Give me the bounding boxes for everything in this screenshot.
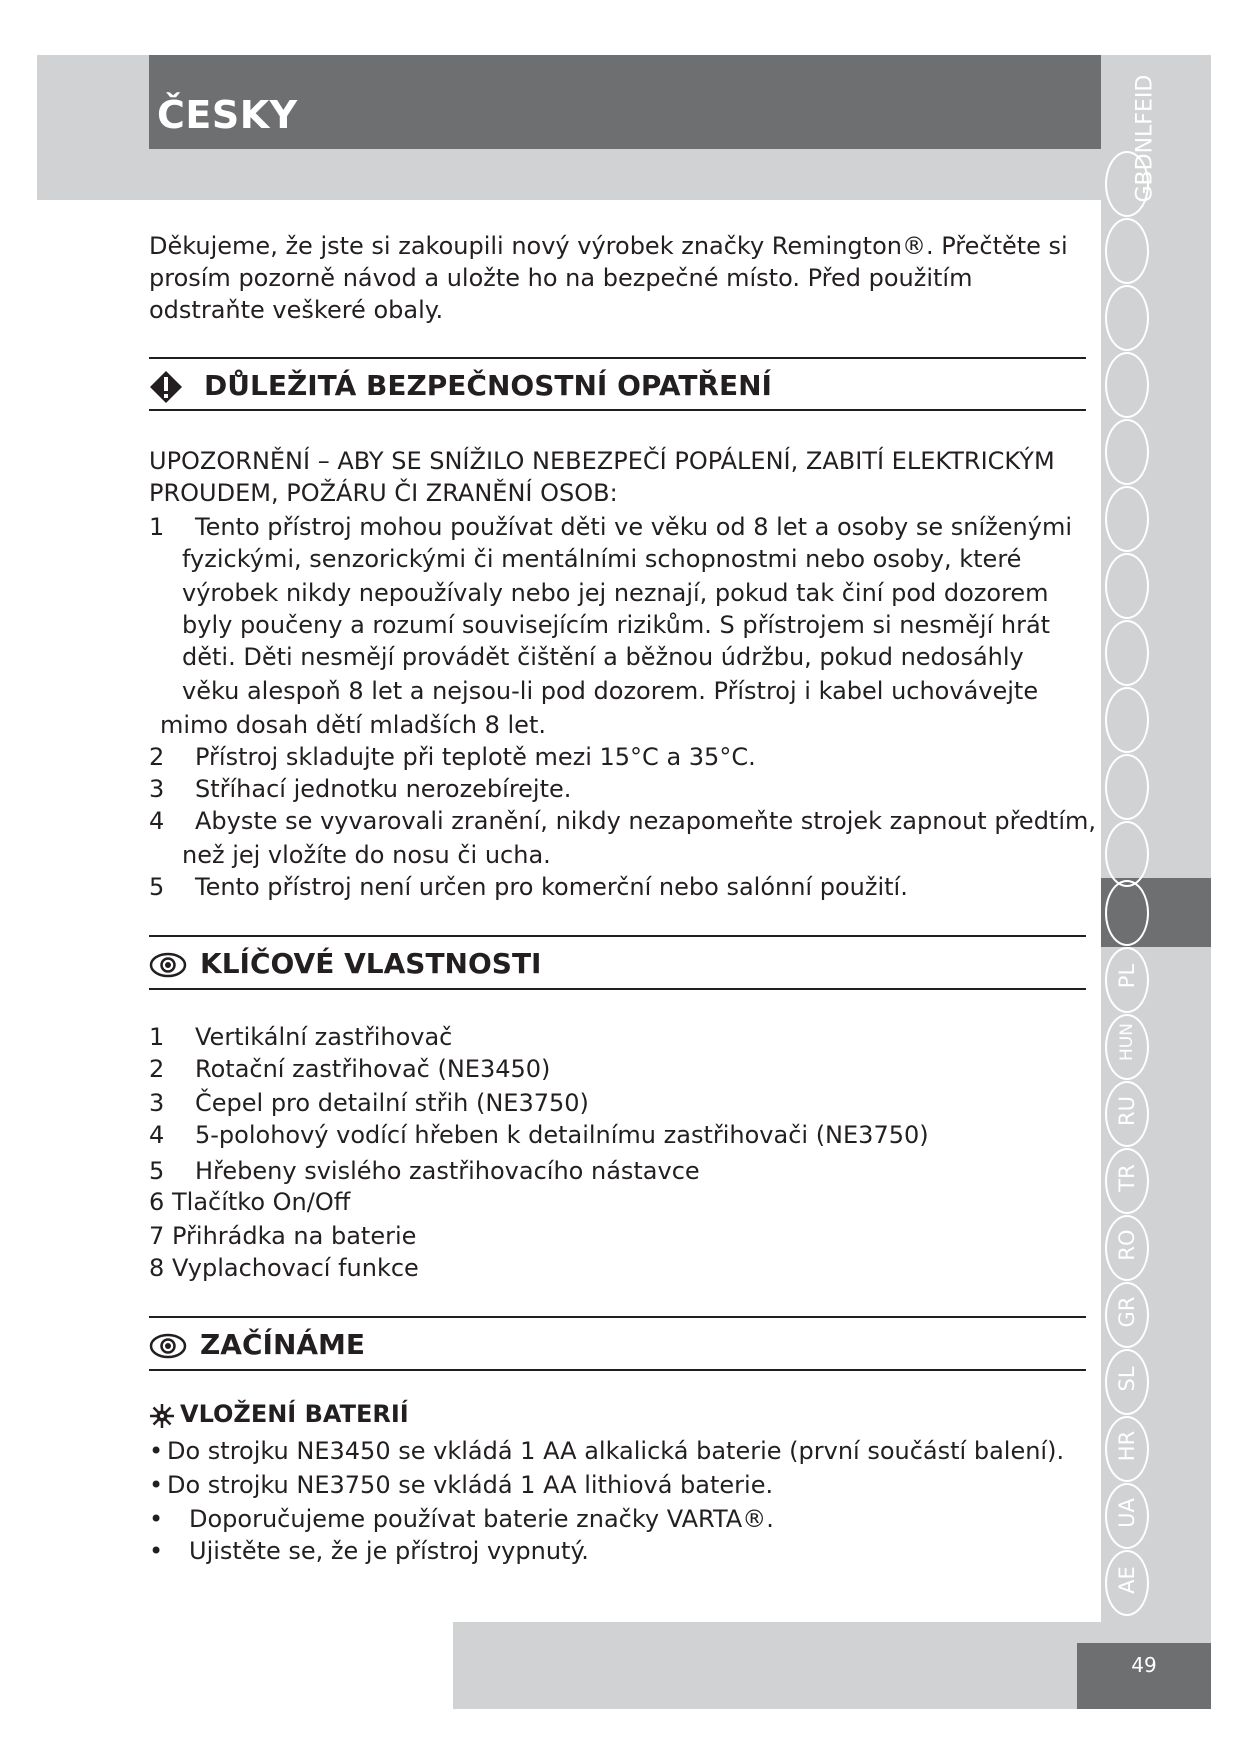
language-code-tr[interactable]: TR	[1115, 1164, 1139, 1192]
list-item: Vertikální zastřihovač	[195, 1023, 453, 1051]
bullet-item: Doporučujeme používat baterie značky VARTA®.	[189, 1505, 774, 1533]
getting-started-heading: ZAČÍNÁME	[200, 1328, 366, 1361]
list-item: než jej vložíte do nosu či ucha.	[182, 841, 551, 869]
list-number: 1	[149, 1023, 165, 1051]
list-item: Stříhací jednotku nerozebírejte.	[195, 775, 572, 803]
language-code-pl[interactable]: PL	[1115, 963, 1139, 989]
divider	[149, 935, 1086, 937]
list-item: Čepel pro detailní střih (NE3750)	[195, 1089, 589, 1117]
eye-icon	[149, 950, 187, 980]
divider	[149, 409, 1086, 411]
language-code-sl[interactable]: SL	[1115, 1366, 1139, 1392]
list-item: 5-polohový vodící hřeben k detailnímu zastřihovači (NE3750)	[195, 1121, 929, 1149]
language-tab-nl[interactable]	[1105, 285, 1149, 351]
language-code-top[interactable]: GBDNLFEID	[1132, 74, 1158, 203]
battery-sub-heading: VLOŽENÍ BATERIÍ	[180, 1400, 409, 1428]
language-code-ae[interactable]: AE	[1115, 1566, 1139, 1594]
language-tab-sk[interactable]	[1105, 821, 1149, 887]
warning-text: PROUDEM, POŽÁRU ČI ZRANĚNÍ OSOB:	[149, 479, 618, 507]
language-tab-fi[interactable]	[1105, 687, 1149, 753]
list-number: 4	[149, 807, 165, 835]
gear-icon	[149, 1403, 175, 1429]
page-number: 49	[1131, 1653, 1157, 1677]
bullet-marker: •	[149, 1471, 164, 1499]
eye-icon	[149, 1331, 187, 1361]
bullet-marker: •	[149, 1505, 164, 1533]
divider	[149, 1316, 1086, 1318]
list-item: Tento přístroj není určen pro komerční nebo salónní použití.	[195, 873, 908, 901]
list-number: 5	[149, 1157, 165, 1185]
list-item: fyzickými, senzorickými či mentálními schopnostmi nebo osoby, které	[182, 545, 1022, 573]
language-tab-de[interactable]	[1105, 218, 1149, 284]
page-title: ČESKY	[157, 93, 298, 137]
list-item: Tlačítko On/Off	[172, 1188, 351, 1216]
bullet-item: Ujistěte se, že je přístroj vypnutý.	[189, 1537, 589, 1565]
list-number: 8	[149, 1254, 165, 1282]
list-item: věku alespoň 8 let a nejsou-li pod dozorem. Přístroj i kabel uchovávejte	[182, 677, 1039, 705]
bullet-item: Do strojku NE3750 se vkládá 1 AA lithiová baterie.	[167, 1471, 774, 1499]
list-number: 2	[149, 1055, 165, 1083]
divider	[149, 1369, 1086, 1371]
list-item: mimo dosah dětí mladších 8 let.	[160, 711, 546, 739]
list-number: 5	[149, 873, 165, 901]
list-number: 3	[149, 775, 165, 803]
list-number: 1	[149, 513, 165, 541]
list-item: Rotační zastřihovač (NE3450)	[195, 1055, 551, 1083]
features-heading: KLÍČOVÉ VLASTNOSTI	[200, 947, 542, 980]
language-tab-es[interactable]	[1105, 419, 1149, 485]
list-number: 7	[149, 1222, 165, 1250]
list-number: 4	[149, 1121, 165, 1149]
language-tab-cz[interactable]	[1105, 880, 1149, 946]
language-tab-se[interactable]	[1105, 620, 1149, 686]
bullet-marker: •	[149, 1437, 164, 1465]
list-item: Vyplachovací funkce	[172, 1254, 419, 1282]
bullet-marker: •	[149, 1537, 164, 1565]
language-code-ua[interactable]: UA	[1115, 1498, 1139, 1528]
list-item: Přístroj skladujte při teplotě mezi 15°C a 35°C.	[195, 743, 756, 771]
language-tab-pt[interactable]	[1105, 754, 1149, 820]
language-code-ro[interactable]: RO	[1115, 1229, 1139, 1261]
list-item: Hřebeny svislého zastřihovacího nástavce	[195, 1157, 700, 1185]
list-item: Abyste se vyvarovali zranění, nikdy nezapomeňte strojek zapnout předtím,	[195, 807, 1097, 835]
language-tab-fr[interactable]	[1105, 352, 1149, 418]
language-code-hr[interactable]: HR	[1115, 1430, 1139, 1462]
list-item: byly poučeny a rozumí souvisejícím rizikům. S přístrojem si nesmějí hrát	[182, 611, 1051, 639]
warning-icon	[149, 370, 183, 404]
list-number: 2	[149, 743, 165, 771]
language-tab-it[interactable]	[1105, 486, 1149, 552]
divider	[149, 357, 1086, 359]
language-tab-dk[interactable]	[1105, 553, 1149, 619]
intro-paragraph: Děkujeme, že jste si zakoupili nový výrobek značky Remington®. Přečtěte si prosím pozorně návod a uložte ho na bezpečné místo. Před použitím odstraňte veškeré obaly.	[149, 232, 1068, 324]
safety-heading: DŮLEŽITÁ BEZPEČNOSTNÍ OPATŘENÍ	[204, 369, 772, 402]
list-item: děti. Děti nesmějí provádět čištění a běžnou údržbu, pokud nedosáhly	[182, 643, 1024, 671]
language-code-ru[interactable]: RU	[1115, 1096, 1139, 1126]
list-item: výrobek nikdy nepoužívaly nebo jej neznají, pokud tak činí pod dozorem	[182, 579, 1049, 607]
language-code-gr[interactable]: GR	[1115, 1296, 1139, 1328]
list-item: Tento přístroj mohou používat děti ve věku od 8 let a osoby se sníženými	[195, 513, 1072, 541]
warning-text: UPOZORNĚNÍ – ABY SE SNÍŽILO NEBEZPEČÍ POPÁLENÍ, ZABITÍ ELEKTRICKÝM	[149, 447, 1055, 475]
list-number: 6	[149, 1188, 165, 1216]
bullet-item: Do strojku NE3450 se vkládá 1 AA alkalická baterie (první součástí balení).	[167, 1437, 1065, 1465]
divider	[149, 988, 1086, 990]
language-code-hun[interactable]: HUN	[1117, 1023, 1137, 1061]
list-number: 3	[149, 1089, 165, 1117]
list-item: Přihrádka na baterie	[172, 1222, 417, 1250]
